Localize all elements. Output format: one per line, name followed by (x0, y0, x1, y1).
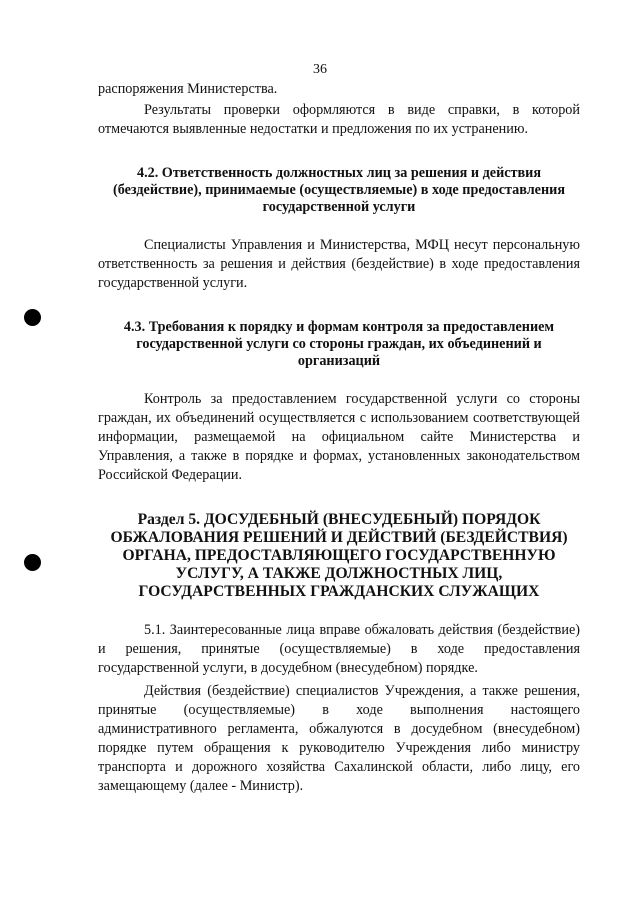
paragraph-appeal-procedure: Действия (бездействие) специалистов Учреждения, а также решения, принятые (осуществляемые) в ходе выполнения настоящего административного регламента, обжалуются в досудебном (внесудебном) порядке путем обращения к руководителю Учреждения либо министру транспорта и дорожного хозяйства Сахалинской области, либо лицу, его замещающему (далее - Министр). (98, 683, 580, 794)
paragraph-inspection-results: Результаты проверки оформляются в виде справки, в которой отмечаются выявленные недостатки и предложения по их устранению. (98, 102, 580, 137)
paragraph-responsibility: Специалисты Управления и Министерства, МФЦ несут персональную ответственность за решения и действия (бездействие) в ходе предоставления государственной услуги. (98, 237, 580, 291)
paragraph-control: Контроль за предоставлением государственной услуги со стороны граждан, их объединений осуществляется с использованием соответствующей информации, размещаемой на официальном сайте Министерства и Управления, а также в порядке и формах, установленных законодательством Российской Федерации. (98, 391, 580, 483)
punch-hole-top (24, 309, 41, 326)
heading-4-3: 4.3. Требования к порядку и формам контроля за предоставлением государственной услуги со стороны граждан, их объединений и организаций (123, 319, 555, 369)
heading-section-5: Раздел 5. ДОСУДЕБНЫЙ (ВНЕСУДЕБНЫЙ) ПОРЯДОК ОБЖАЛОВАНИЯ РЕШЕНИЙ И ДЕЙСТВИЙ (БЕЗДЕЙСТВИЯ) ОРГАНА, ПРЕДОСТАВЛЯЮЩЕГО ГОСУДАРСТВЕННУЮ УСЛУГУ, А ТАКЖЕ ДОЛЖНОСТНЫХ ЛИЦ, ГОСУДАРСТВЕННЫХ ГРАЖДАНСКИХ СЛУЖАЩИХ (110, 511, 568, 600)
paragraph-continuation: распоряжения Министерства. (98, 81, 278, 97)
page-number: 36 (313, 62, 327, 77)
heading-4-2: 4.2. Ответственность должностных лиц за решения и действия (бездействие), принимаемые (осуществляемые) в ходе предоставления государственной услуги (112, 165, 566, 215)
paragraph-5-1: 5.1. Заинтересованные лица вправе обжаловать действия (бездействие) и решения, принятые (осуществляемые) в ходе предоставления государственной услуги, в досудебном (внесудебном) порядке. (98, 622, 580, 676)
document-body (98, 80, 580, 796)
punch-hole-bottom (24, 554, 41, 571)
